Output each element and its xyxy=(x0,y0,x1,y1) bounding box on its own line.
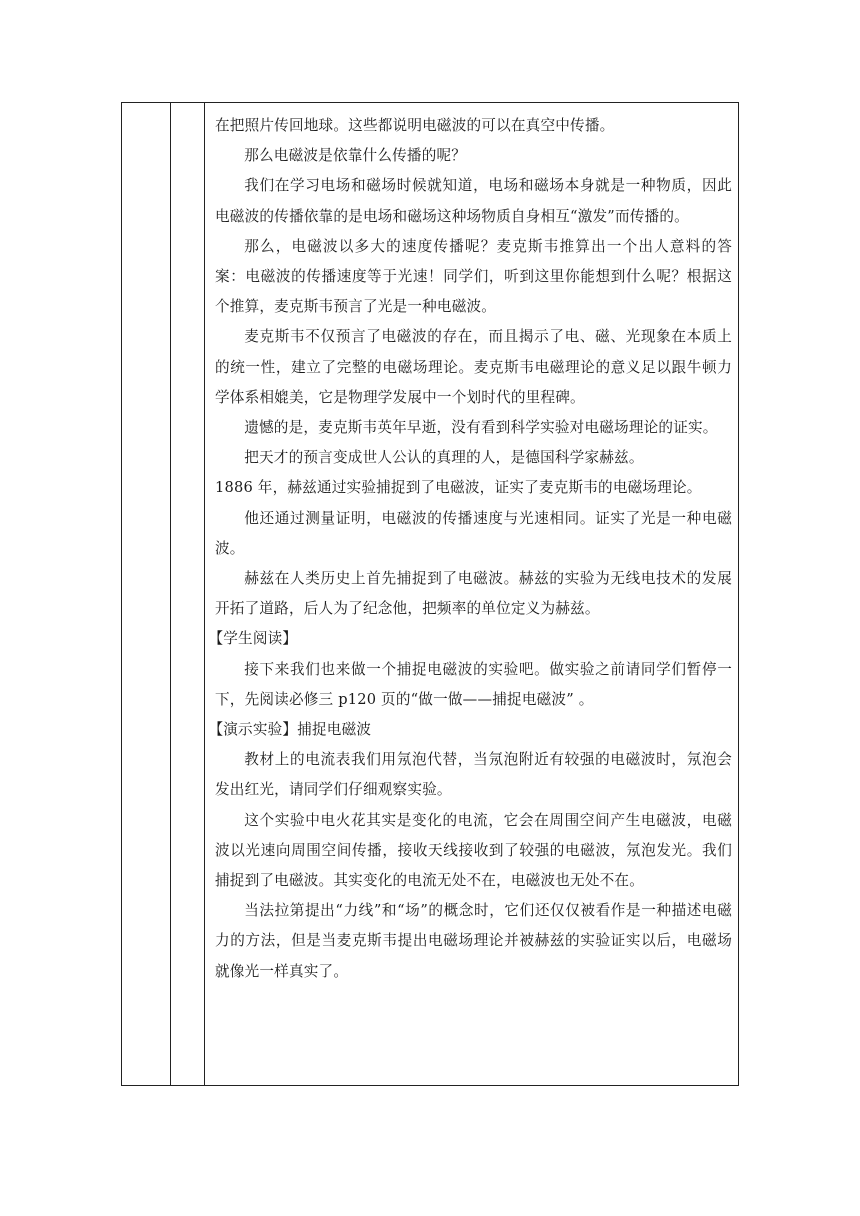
lesson-plan-table xyxy=(121,102,739,1086)
heading-demo-experiment: 【演示实验】捕捉电磁波 xyxy=(208,721,372,739)
paragraph-neon-bulb: 教材上的电流表我们用氖泡代替，当氖泡附近有较强的电磁波时，氖泡会发出红光，请同学们仔细观察实验。 xyxy=(215,751,732,799)
paragraph-speed-of-light: 那么，电磁波以多大的速度传播呢？麦克斯韦推算出一个出人意料的答案：电磁波的传播速度等于光速！同学们，听到这里你能想到什么呢？根据这个推算，麦克斯韦预言了光是一种电磁波。 xyxy=(215,237,732,316)
paragraph-hertz-measurement: 他还通过测量证明，电磁波的传播速度与光速相同。证实了光是一种电磁波。 xyxy=(215,509,732,557)
paragraph-hertz-1886: 1886 年，赫兹通过实验捕捉到了电磁波，证实了麦克斯韦的电磁场理论。 xyxy=(215,479,702,497)
paragraph-spark-explanation: 这个实验中电火花其实是变化的电流，它会在周围空间产生电磁波，电磁波以光速向周围空间传播，接收天线接收到了较强的电磁波，氖泡发光。我们捕捉到了电磁波。其实变化的电流无处不在，电磁波也无处不在。 xyxy=(215,811,732,890)
heading-student-reading: 【学生阅读】 xyxy=(208,630,298,648)
paragraph-maxwell-death: 遗憾的是，麦克斯韦英年早逝，没有看到科学实验对电磁场理论的证实。 xyxy=(244,419,718,437)
section-column-cell xyxy=(122,103,171,1086)
paragraph-hertz-intro: 把天才的预言变成世人公认的真理的人，是德国科学家赫兹。 xyxy=(244,449,644,467)
paragraph-maxwell-theory: 麦克斯韦不仅预言了电磁波的存在，而且揭示了电、磁、光现象在本质上的统一性，建立了完整的电磁场理论。麦克斯韦电磁理论的意义足以跟牛顿力学体系相媲美，它是物理学发展中一个划时代的里程碑。 xyxy=(215,328,732,406)
paragraph-question-medium: 那么电磁波是依靠什么传播的呢？ xyxy=(244,147,467,165)
paragraph-faraday-fields: 当法拉第提出“力线”和“场”的概念时，它们还仅仅被看作是一种描述电磁力的方法，但是当麦克斯韦提出电磁场理论并被赫兹的实验证实以后，电磁场就像光一样真实了。 xyxy=(215,902,732,980)
step-column-cell xyxy=(171,103,205,1086)
paragraph-field-excitation: 我们在学习电场和磁场时候就知道，电场和磁场本身就是一种物质，因此电磁波的传播依靠的是电场和磁场这种场物质自身相互“激发”而传播的。 xyxy=(215,177,732,225)
lesson-content xyxy=(205,103,738,987)
paragraph-vacuum-propagation: 在把照片传回地球。这些都说明电磁波的可以在真空中传播。 xyxy=(215,117,615,134)
paragraph-reading-instruction: 接下来我们也来做一个捕捉电磁波的实验吧。做实验之前请同学们暂停一下，先阅读必修三 p120 页的“做一做——捕捉电磁波” 。 xyxy=(215,660,732,708)
table-row xyxy=(122,103,739,1086)
content-column-cell xyxy=(205,103,739,1086)
paragraph-hertz-unit: 赫兹在人类历史上首先捕捉到了电磁波。赫兹的实验为无线电技术的发展开拓了道路，后人为了纪念他，把频率的单位定义为赫兹。 xyxy=(215,570,732,618)
